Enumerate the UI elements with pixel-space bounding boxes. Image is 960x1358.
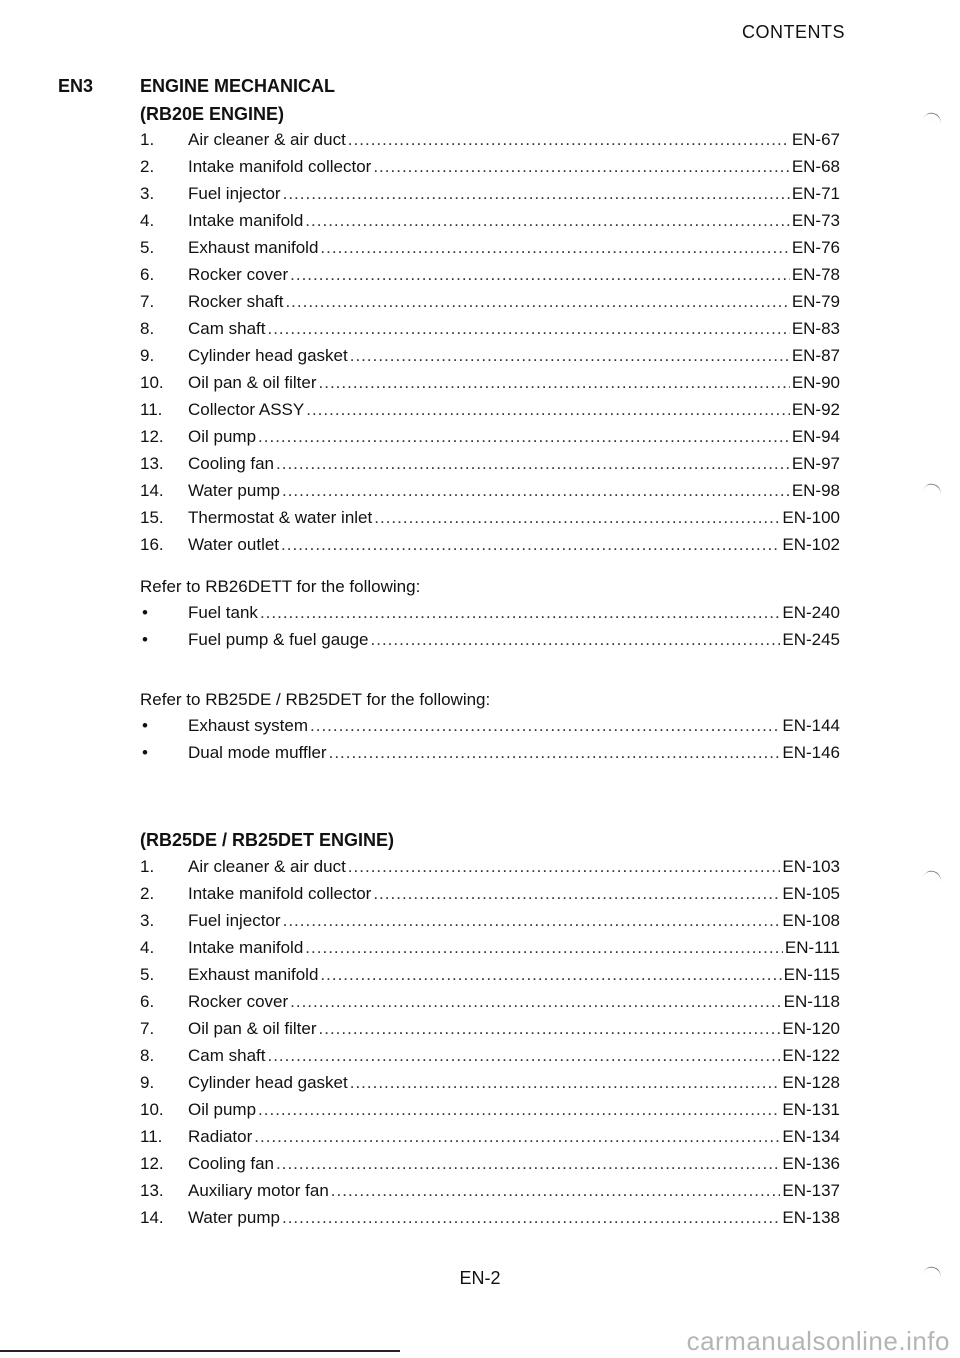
entry-label: Water pump	[188, 481, 280, 500]
entry-page-ref: EN-100	[782, 508, 840, 527]
dot-leader	[373, 884, 780, 904]
entry-number: 4.	[140, 211, 155, 230]
entry-page-ref: EN-134	[782, 1127, 840, 1146]
dot-leader	[282, 481, 790, 501]
entry-page-ref: EN-83	[791, 319, 840, 338]
entry-number: 7.	[140, 1019, 155, 1038]
bullet-mark: •	[142, 630, 148, 649]
toc-entry	[140, 630, 840, 657]
toc-entry	[140, 535, 840, 562]
entry-number: 12.	[140, 1154, 164, 1173]
toc-entry	[140, 1208, 840, 1235]
entry-number: 11.	[140, 1127, 163, 1146]
entry-number: 11.	[140, 400, 163, 419]
entry-number: 6.	[140, 265, 155, 284]
entry-number: 16.	[140, 535, 164, 554]
toc-entry	[140, 884, 840, 911]
toc-entry	[140, 743, 840, 770]
refer-rb26dett-note: Refer to RB26DETT for the following:	[140, 577, 421, 596]
entry-number: 14.	[140, 1208, 164, 1227]
entry-label: Exhaust manifold	[188, 238, 319, 257]
entry-label: Exhaust system	[188, 716, 308, 735]
dot-leader	[371, 630, 781, 650]
entry-label: Fuel tank	[188, 603, 258, 622]
toc-entry	[140, 1154, 840, 1181]
entry-page-ref: EN-68	[791, 157, 840, 176]
dot-leader	[290, 265, 790, 285]
entry-page-ref: EN-118	[783, 992, 840, 1011]
entry-page-ref: EN-122	[782, 1046, 840, 1065]
dot-leader	[276, 1154, 780, 1174]
dot-leader	[283, 911, 781, 931]
entry-number: 12.	[140, 427, 164, 446]
entry-label: Oil pan & oil filter	[188, 1019, 317, 1038]
entry-label: Oil pump	[188, 1100, 257, 1119]
entry-label: Auxiliary motor fan	[188, 1181, 329, 1200]
entry-page-ref: EN-136	[782, 1154, 840, 1173]
entry-number: 13.	[140, 454, 164, 473]
entry-label: Cooling fan	[188, 454, 275, 473]
dot-leader	[306, 400, 790, 420]
toc-entry	[140, 1046, 840, 1073]
toc-entry	[140, 211, 840, 238]
dot-leader	[305, 938, 783, 958]
entry-label: Intake manifold collector	[188, 157, 372, 176]
toc-entry	[140, 1073, 840, 1100]
dot-leader	[331, 1181, 781, 1201]
toc-entry	[140, 992, 840, 1019]
entry-label: Fuel injector	[188, 184, 281, 203]
page-header-title: CONTENTS	[742, 22, 845, 42]
entry-page-ref: EN-245	[782, 630, 840, 649]
bullet-mark: •	[142, 716, 148, 735]
toc-entry	[140, 603, 840, 630]
refer-rb25de-list	[140, 716, 840, 770]
entry-number: 3.	[140, 184, 155, 203]
entry-page-ref: EN-138	[782, 1208, 840, 1227]
section-title: ENGINE MECHANICAL	[140, 76, 336, 96]
entry-label: Cooling fan	[188, 1154, 275, 1173]
dot-leader	[267, 319, 789, 339]
scan-edge-mark	[923, 110, 943, 124]
dot-leader	[320, 238, 789, 258]
entry-number: 9.	[140, 346, 155, 365]
entry-label: Rocker cover	[188, 265, 289, 284]
bottom-rule	[0, 1350, 400, 1352]
dot-leader	[310, 716, 780, 736]
toc-entry	[140, 130, 840, 157]
toc-entry	[140, 716, 840, 743]
entry-number: 14.	[140, 481, 164, 500]
dot-leader	[305, 211, 790, 231]
entry-label: Cam shaft	[188, 1046, 266, 1065]
toc-entry	[140, 938, 840, 965]
entry-page-ref: EN-103	[782, 857, 840, 876]
entry-number: 6.	[140, 992, 155, 1011]
entry-page-ref: EN-111	[784, 938, 840, 957]
entry-number: 2.	[140, 884, 155, 903]
section-code: EN3	[58, 76, 94, 96]
entry-page-ref: EN-120	[782, 1019, 840, 1038]
entry-label: Thermostat & water inlet	[188, 508, 373, 527]
dot-leader	[320, 965, 781, 985]
refer-rb26dett-list	[140, 603, 840, 657]
dot-leader	[276, 454, 790, 474]
entry-page-ref: EN-94	[791, 427, 840, 446]
entry-page-ref: EN-144	[782, 716, 840, 735]
toc-entry	[140, 292, 840, 319]
entry-label: Intake manifold	[188, 211, 304, 230]
entry-label: Fuel injector	[188, 911, 281, 930]
toc-entry	[140, 508, 840, 535]
toc-entry	[140, 1127, 840, 1154]
toc-entry	[140, 965, 840, 992]
entry-number: 15.	[140, 508, 164, 527]
dot-leader	[373, 157, 789, 177]
entry-page-ref: EN-108	[782, 911, 840, 930]
entry-page-ref: EN-128	[782, 1073, 840, 1092]
toc-entry	[140, 157, 840, 184]
bullet-mark: •	[142, 743, 148, 762]
entry-label: Cylinder head gasket	[188, 1073, 348, 1092]
entry-number: 8.	[140, 319, 155, 338]
dot-leader	[329, 743, 781, 763]
entry-number: 10.	[140, 373, 164, 392]
entry-label: Cam shaft	[188, 319, 266, 338]
entry-number: 2.	[140, 157, 155, 176]
page-number: EN-2	[459, 1268, 501, 1288]
dot-leader	[254, 1127, 780, 1147]
scan-edge-mark	[923, 481, 943, 495]
toc-entry	[140, 265, 840, 292]
dot-leader	[374, 508, 780, 528]
toc-entry	[140, 454, 840, 481]
entry-page-ref: EN-97	[791, 454, 840, 473]
toc-entry	[140, 1181, 840, 1208]
entry-page-ref: EN-102	[782, 535, 840, 554]
entry-page-ref: EN-131	[782, 1100, 840, 1119]
dot-leader	[282, 1208, 780, 1228]
dot-leader	[267, 1046, 780, 1066]
entry-page-ref: EN-87	[791, 346, 840, 365]
entry-number: 10.	[140, 1100, 164, 1119]
entry-label: Oil pan & oil filter	[188, 373, 317, 392]
dot-leader	[348, 130, 790, 150]
entry-label: Water outlet	[188, 535, 280, 554]
toc-entry	[140, 857, 840, 884]
entry-page-ref: EN-78	[791, 265, 840, 284]
toc-entry	[140, 373, 840, 400]
dot-leader	[350, 1073, 781, 1093]
watermark-text: carmanualsonline.info	[686, 1326, 950, 1356]
dot-leader	[319, 373, 790, 393]
entry-number: 4.	[140, 938, 155, 957]
entry-number: 7.	[140, 292, 155, 311]
entry-label: Water pump	[188, 1208, 280, 1227]
entry-label: Rocker cover	[188, 992, 289, 1011]
entry-page-ref: EN-79	[791, 292, 840, 311]
entry-label: Air cleaner & air duct	[188, 857, 346, 876]
entry-label: Collector ASSY	[188, 400, 305, 419]
entry-number: 13.	[140, 1181, 164, 1200]
entry-label: Radiator	[188, 1127, 253, 1146]
dot-leader	[260, 603, 780, 623]
dot-leader	[285, 292, 789, 312]
dot-leader	[350, 346, 790, 366]
toc-entry	[140, 1019, 840, 1046]
entry-page-ref: EN-240	[782, 603, 840, 622]
dot-leader	[258, 427, 790, 447]
rb20e-contents-list	[140, 130, 840, 562]
entry-number: 9.	[140, 1073, 155, 1092]
entry-label: Intake manifold collector	[188, 884, 372, 903]
rb25de-contents-list	[140, 857, 840, 1235]
scan-edge-mark	[923, 868, 943, 882]
dot-leader	[348, 857, 781, 877]
entry-page-ref: EN-137	[782, 1181, 840, 1200]
entry-page-ref: EN-67	[791, 130, 840, 149]
entry-label: Fuel pump & fuel gauge	[188, 630, 369, 649]
rb25de-engine-title: (RB25DE / RB25DET ENGINE)	[140, 830, 395, 850]
entry-page-ref: EN-73	[791, 211, 840, 230]
toc-entry	[140, 184, 840, 211]
entry-number: 1.	[140, 130, 155, 149]
toc-entry	[140, 319, 840, 346]
entry-page-ref: EN-76	[791, 238, 840, 257]
entry-number: 1.	[140, 857, 155, 876]
entry-number: 8.	[140, 1046, 155, 1065]
entry-number: 3.	[140, 911, 155, 930]
dot-leader	[290, 992, 781, 1012]
entry-page-ref: EN-98	[791, 481, 840, 500]
entry-label: Intake manifold	[188, 938, 304, 957]
entry-label: Rocker shaft	[188, 292, 284, 311]
toc-entry	[140, 346, 840, 373]
toc-entry	[140, 238, 840, 265]
entry-page-ref: EN-90	[791, 373, 840, 392]
dot-leader	[283, 184, 790, 204]
toc-entry	[140, 427, 840, 454]
entry-page-ref: EN-105	[782, 884, 840, 903]
entry-label: Air cleaner & air duct	[188, 130, 346, 149]
entry-number: 5.	[140, 965, 155, 984]
rb20e-engine-title: (RB20E ENGINE)	[140, 104, 285, 124]
entry-page-ref: EN-92	[791, 400, 840, 419]
toc-entry	[140, 1100, 840, 1127]
dot-leader	[258, 1100, 780, 1120]
entry-label: Oil pump	[188, 427, 257, 446]
entry-page-ref: EN-146	[782, 743, 840, 762]
toc-entry	[140, 400, 840, 427]
entry-label: Dual mode muffler	[188, 743, 327, 762]
entry-label: Exhaust manifold	[188, 965, 319, 984]
refer-rb25de-note: Refer to RB25DE / RB25DET for the following:	[140, 690, 491, 709]
entry-page-ref: EN-115	[783, 965, 840, 984]
entry-label: Cylinder head gasket	[188, 346, 348, 365]
entry-page-ref: EN-71	[791, 184, 840, 203]
dot-leader	[319, 1019, 781, 1039]
toc-entry	[140, 911, 840, 938]
dot-leader	[281, 535, 780, 555]
entry-number: 5.	[140, 238, 155, 257]
toc-entry	[140, 481, 840, 508]
bullet-mark: •	[142, 603, 148, 622]
